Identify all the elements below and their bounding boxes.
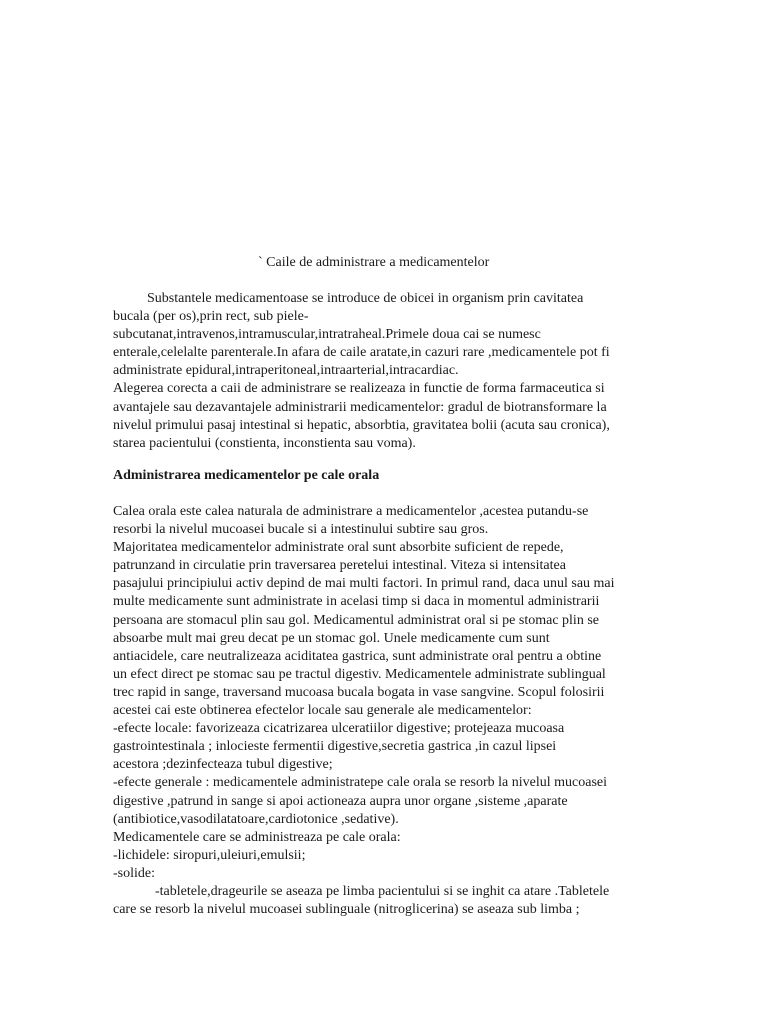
text-line: antiacidele, care neutralizeaza aciditatea gastrica, sunt administrate oral pentru a obtine: [113, 648, 602, 664]
text-line: subcutanat,intravenos,intramuscular,intratraheal.Primele doua cai se numesc: [113, 327, 541, 343]
text-line: administrate epidural,intraperitoneal,intraarterial,intracardiac.: [113, 363, 459, 379]
text-line: -efecte generale : medicamentele administratepe cale orala se resorb la nivelul mucoasei: [113, 775, 608, 791]
text-line: patrunzand in circulatie prin traversarea peretelui intestinal. Viteza si intensitatea: [113, 558, 566, 574]
text-line: absoarbe mult mai greu decat pe un stomac gol. Unele medicamente cum sunt: [113, 630, 550, 646]
text-line: -solide:: [113, 865, 155, 881]
text-line: Calea orala este calea naturala de administrare a medicamentelor ,acestea putandu-se: [113, 504, 589, 519]
section-heading: Administrarea medicamentelor pe cale orala: [113, 468, 380, 483]
text-line: multe medicamente sunt administrate in acelasi timp si daca in momentul administrarii: [113, 594, 600, 610]
text-line: resorbi la nivelul mucoasei bucale si a intestinului subtire sau gros.: [113, 522, 489, 538]
text-line: Substantele medicamentoase se introduce de obicei in organism prin cavitatea: [147, 291, 584, 306]
text-line: enterale,celelalte parenterale.In afara de caile aratate,in cazuri rare ,medicamentele pot fi: [113, 345, 610, 361]
text-line: persoana are stomacul plin sau gol. Medicamentul administrat oral si pe stomac plin se: [113, 612, 599, 628]
oral-section-body: [113, 503, 653, 919]
text-line: avantajele sau dezavantajele administrarii medicamentelor: gradul de biotransformare la: [113, 399, 607, 415]
text-line: un efect direct pe stomac sau pe tractul digestiv. Medicamentele administrate sublingual: [113, 666, 606, 682]
text-line: digestive ,patrund in sange si apoi actioneaza aupra unor organe ,sisteme ,aparate: [113, 793, 568, 809]
text-line: starea pacientului (constienta, inconstienta sau voma).: [113, 435, 416, 451]
text-line: acestei cai este obtinerea efectelor locale sau generale ale medicamentelor:: [113, 703, 532, 719]
text-line: acestora ;dezinfecteaza tubul digestive;: [113, 757, 333, 773]
text-line: Medicamentele care se administreaza pe cale orala:: [113, 829, 401, 845]
text-line: (antibiotice,vasodilatatoare,cardiotonice ,sedative).: [113, 811, 399, 827]
text-line: care se resorb la nivelul mucoasei sublinguale (nitroglicerina) se aseaza sub limba ;: [113, 902, 580, 918]
text-line: trec rapid in sange, traversand mucoasa bucala bogata in vase sangvine. Scopul folosirii: [113, 684, 605, 700]
text-line: Alegerea corecta a caii de administrare se realizeaza in functie de forma farmaceutica si: [113, 381, 605, 397]
text-line: pasajului principiului activ depind de mai multi factori. In primul rand, daca unul sau mai: [113, 576, 615, 592]
text-line: -efecte locale: favorizeaza cicatrizarea ulceratiilor digestive; protejeaza mucoasa: [113, 721, 565, 737]
text-line: bucala (per os),prin rect, sub piele-: [113, 309, 309, 325]
text-line: -lichidele: siropuri,uleiuri,emulsii;: [113, 847, 306, 863]
intro-paragraph: [113, 290, 653, 453]
text-line: nivelul primului pasaj intestinal si hepatic, absorbtia, gravitatea bolii (acuta sau cronica),: [113, 417, 610, 433]
text-line: -tabletele,drageurile se aseaza pe limba pacientului si se inghit ca atare .Tabletele: [155, 883, 610, 899]
text-line: gastrointestinala ; inlocieste fermentii digestive,secretia gastrica ,in cazul lipsei: [113, 739, 557, 755]
document-title: ` Caile de administrare a medicamentelor: [258, 255, 490, 270]
text-line: Majoritatea medicamentelor administrate oral sunt absorbite suficient de repede,: [113, 540, 564, 556]
